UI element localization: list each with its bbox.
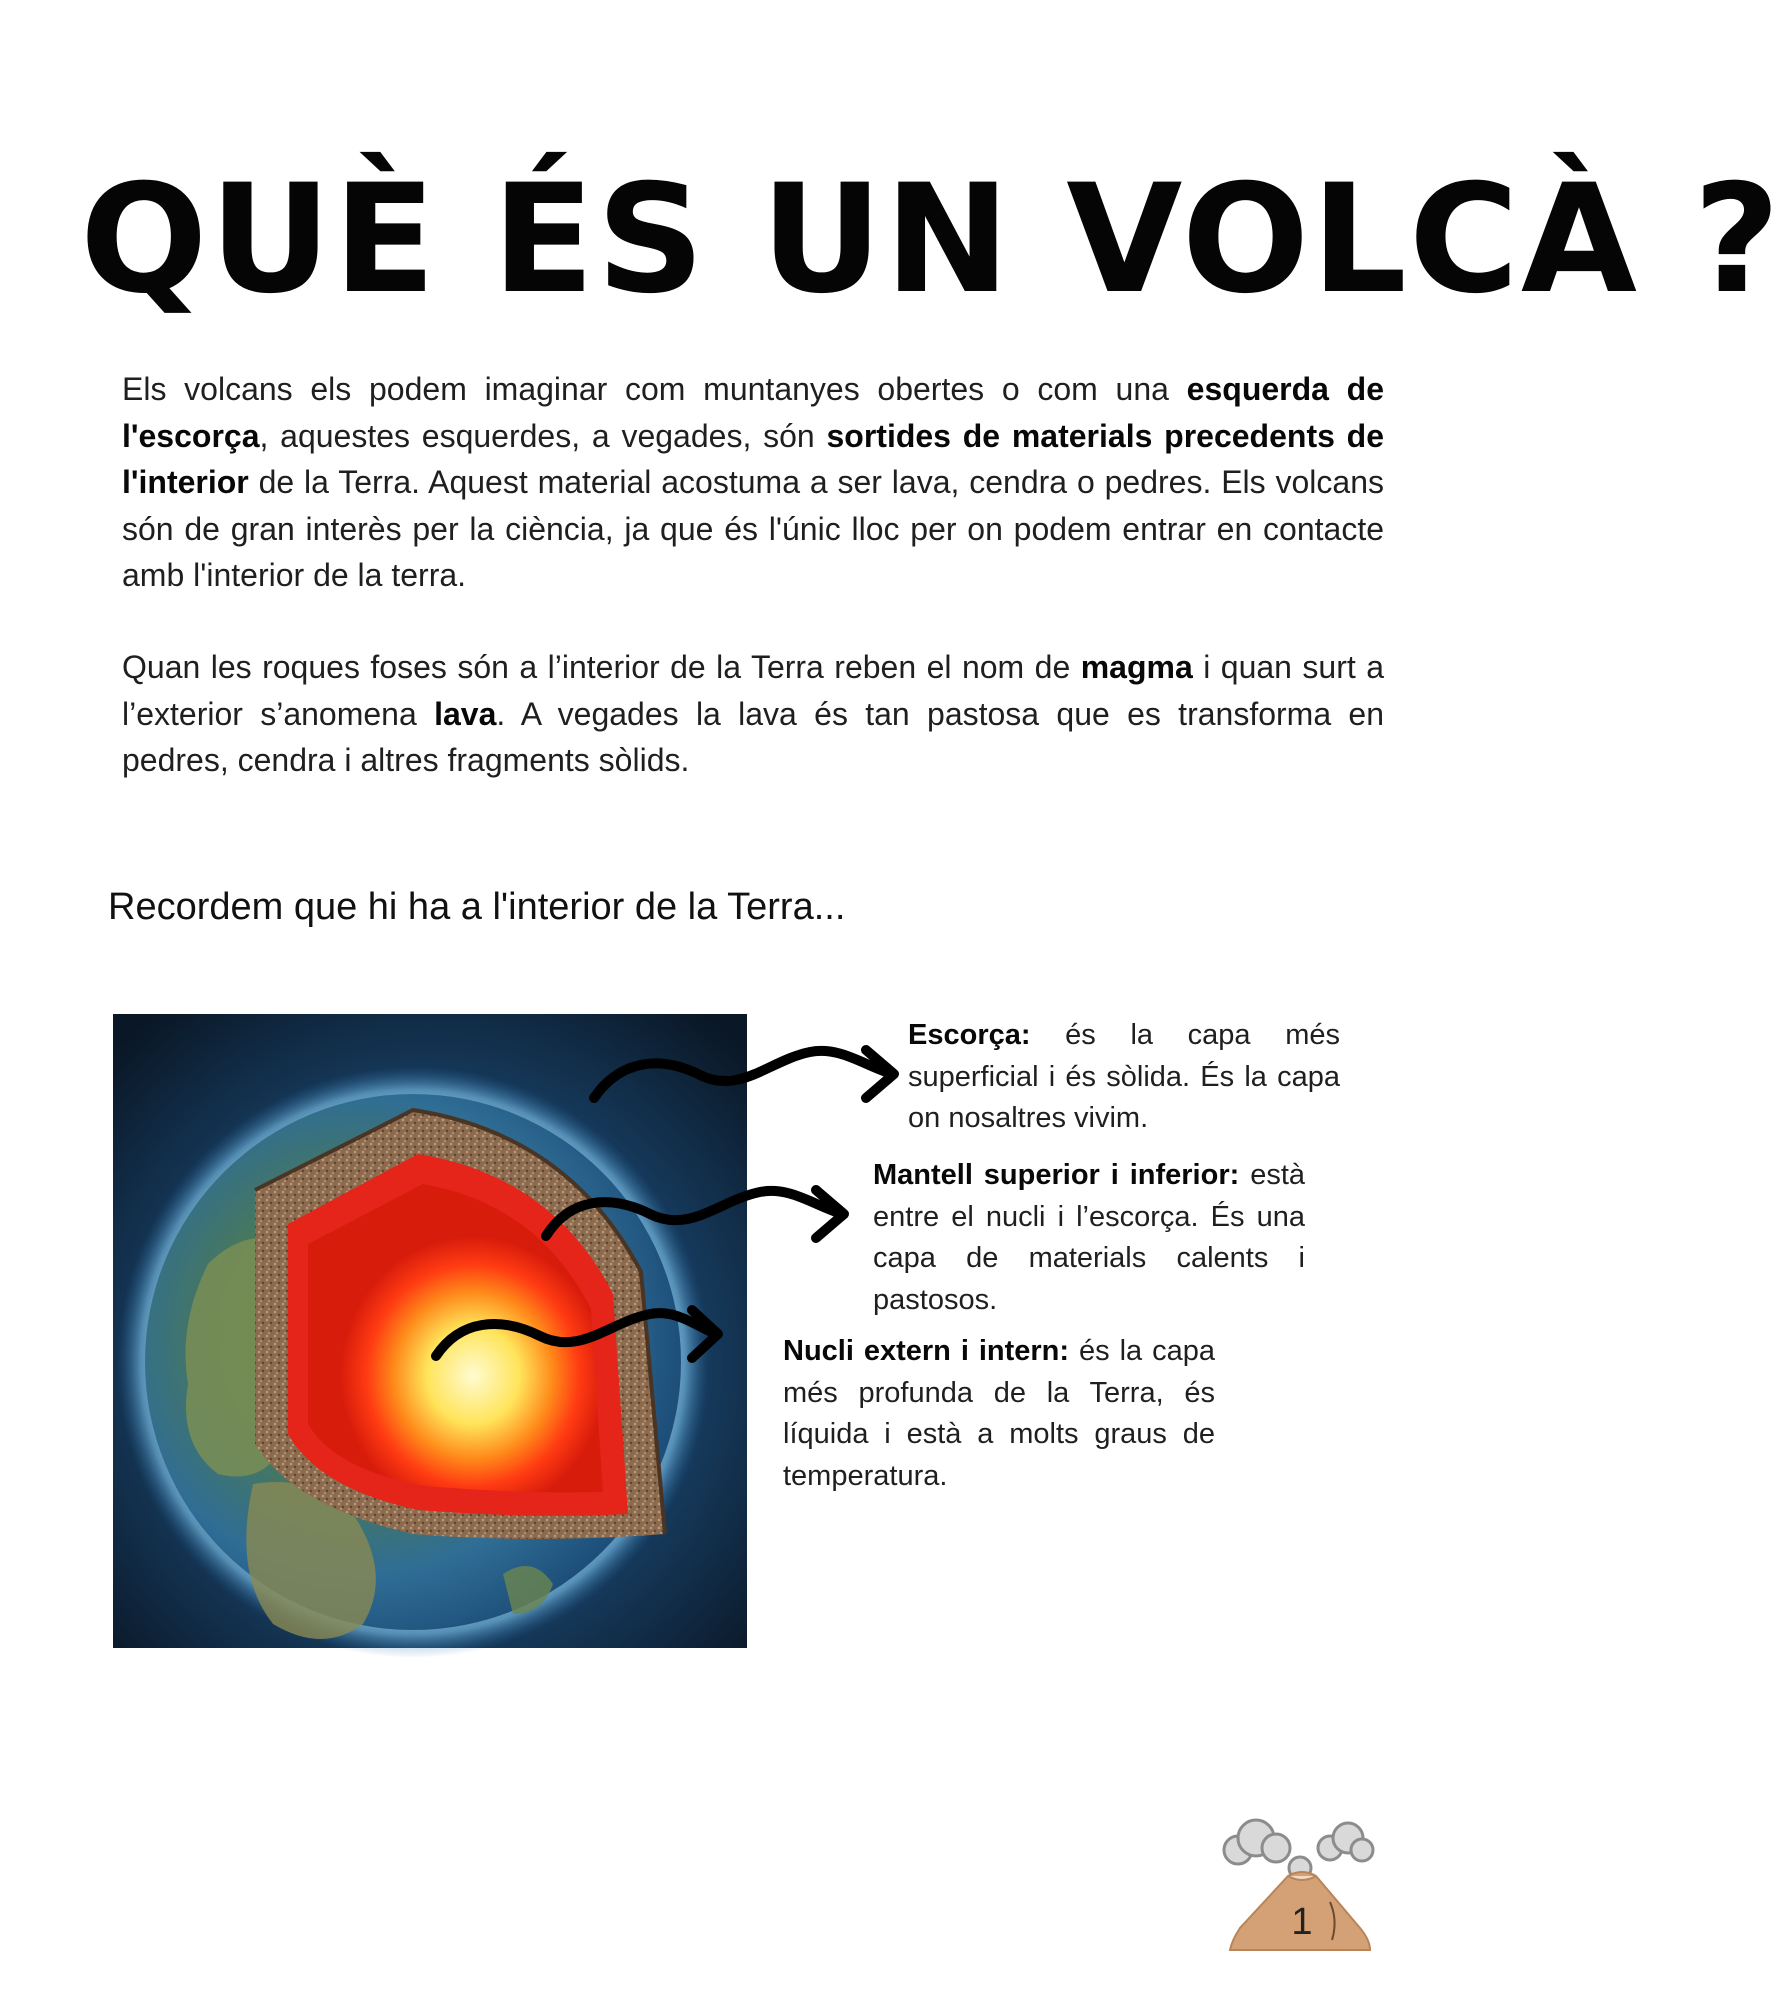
layer-mantle-description [873, 1155, 1305, 1321]
layer-core-name: Nucli extern i intern: [783, 1335, 1070, 1367]
magma-text-2: i quan surt a l’exterior s’anomena [122, 649, 1384, 732]
intro-text-3: de la Terra. Aquest material acostuma a ser lava, cendra o pedres. Els volcans són de gran interès per la ciència, ja que és l'únic lloc per on podem entrar en contacte amb l'interior de la terra. [122, 464, 1384, 593]
intro-text-2: , aquestes esquerdes, a vegades, són [259, 417, 827, 454]
layer-mantle-text: està entre el nucli i l’escorça. És una capa de materials calents i pastosos. [873, 1159, 1306, 1316]
layer-core-description [783, 1331, 1215, 1497]
layer-crust-description [908, 1015, 1340, 1140]
layer-crust-text: és la capa més superficial i és sòlida. És la capa on nosaltres vivim. [908, 1019, 1340, 1134]
magma-paragraph [122, 644, 1384, 784]
intro-bold-1: esquerda de l'escorça [122, 371, 1385, 454]
intro-bold-2: sortides de materials precedents de l'interior [122, 417, 1385, 500]
intro-text-1: Els volcans els podem imaginar com muntanyes obertes o com una [122, 371, 1187, 407]
layer-core-text: és la capa més profunda de la Terra, és líquida i està a molts graus de temperatura. [783, 1335, 1215, 1492]
earth-layers-illustration [113, 1014, 747, 1648]
lava-bold: lava [434, 695, 497, 732]
magma-bold: magma [1080, 649, 1193, 685]
layer-crust-name: Escorça: [908, 1019, 1031, 1051]
layer-mantle-name: Mantell superior i inferior: [873, 1159, 1240, 1191]
magma-text-1: Quan les roques foses són a l’interior de la Terra reben el nom de [122, 649, 1081, 685]
page-number: 1 [1291, 1901, 1313, 1943]
section-subtitle: Recordem que hi ha a l'interior de la Terra... [108, 886, 846, 928]
magma-text-3: . A vegades la lava és tan pastosa que es transforma en pedres, cendra i altres fragments sòlids. [122, 695, 1385, 778]
intro-paragraph [122, 366, 1384, 599]
page-title: QUÈ ÉS UN VOLCÀ ? [80, 153, 1782, 327]
volcano-page-number-icon [1210, 1810, 1380, 1960]
